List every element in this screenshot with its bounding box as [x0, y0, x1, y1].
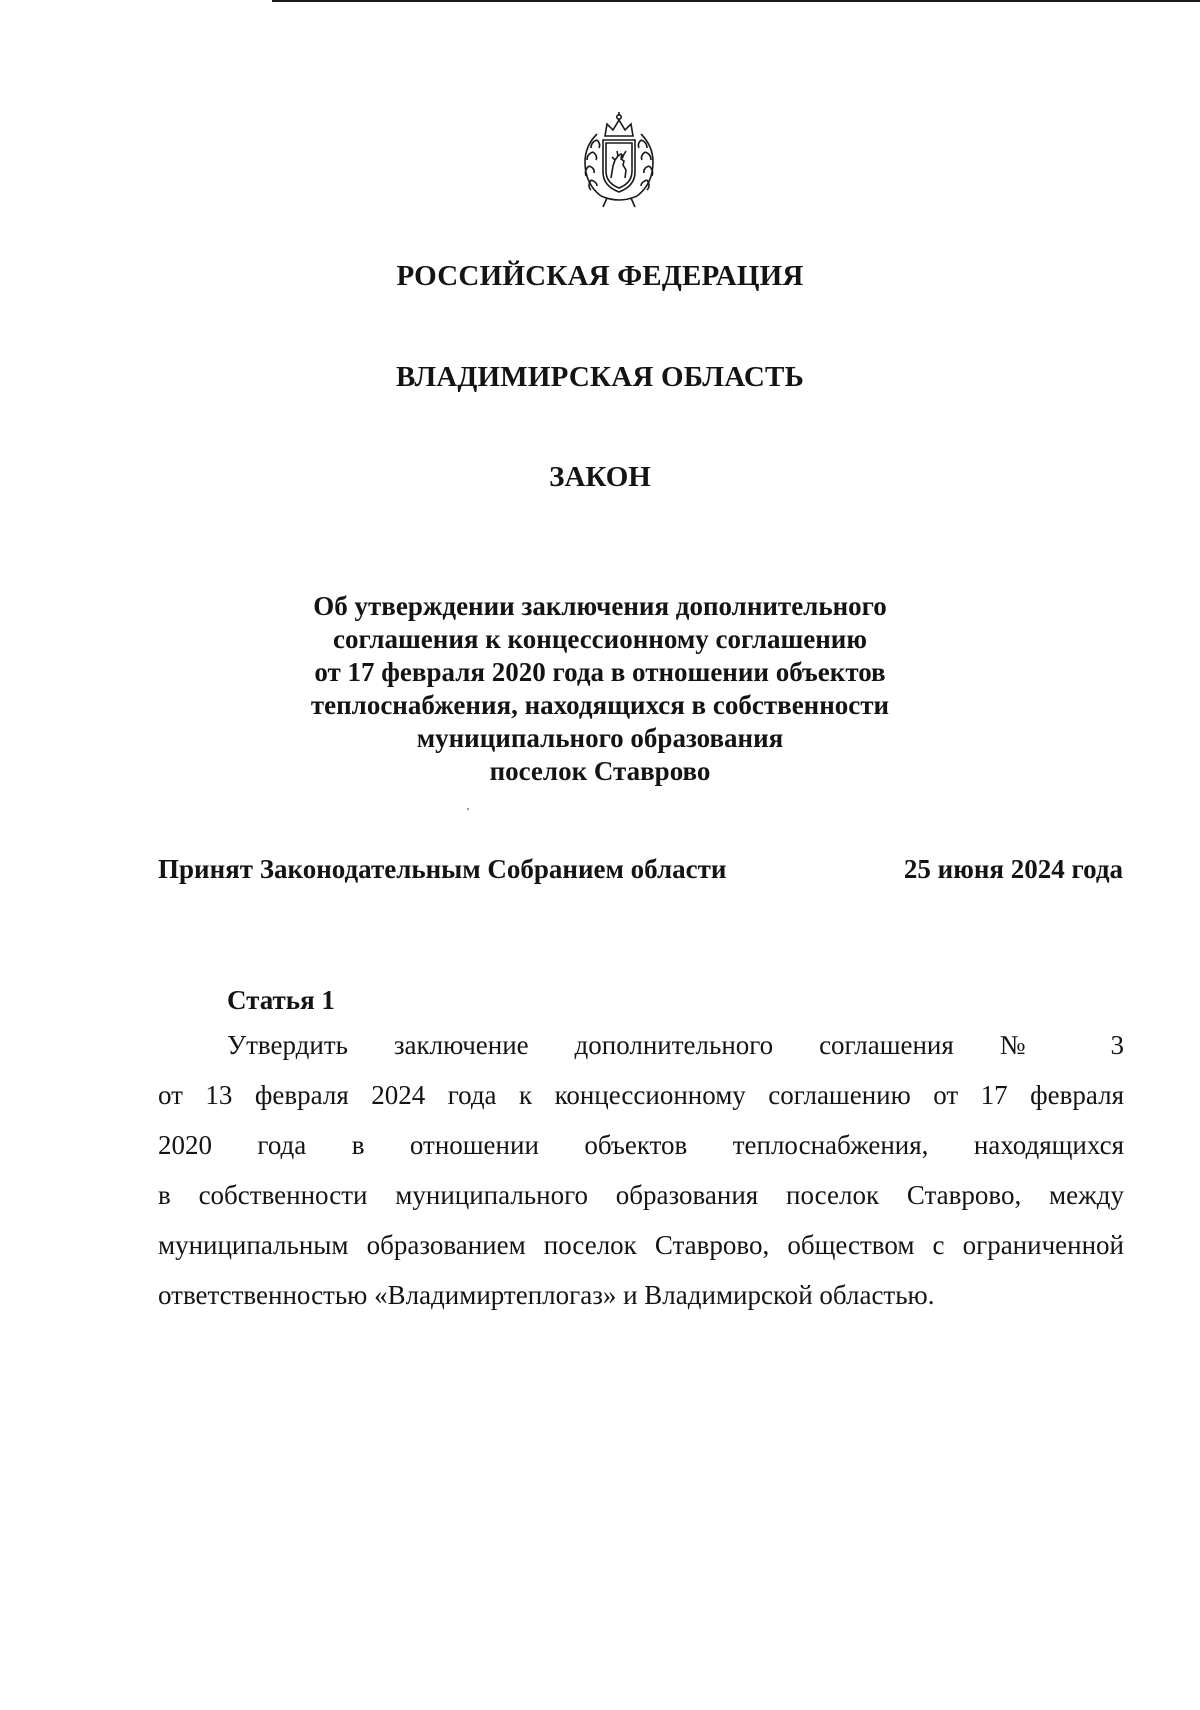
article-line: ответственностью «Владимиртеплогаз» и Владимирской областью. [158, 1280, 935, 1310]
law-title-line: соглашения к концессионному соглашению [332, 624, 867, 654]
article-line: в собственности муниципального образования поселок Ставрово, между [158, 1180, 1124, 1210]
scan-edge-line [272, 0, 1200, 2]
article-heading: Статья 1 [227, 985, 335, 1015]
law-title-line: Об утверждении заключения дополнительного [313, 591, 887, 621]
region-heading: ВЛАДИМИРСКАЯ ОБЛАСТЬ [396, 361, 804, 393]
law-title-line: теплоснабжения, находящихся в собственности [310, 690, 890, 720]
country-heading: РОССИЙСКАЯ ФЕДЕРАЦИЯ [396, 260, 804, 292]
coat-of-arms-icon [571, 110, 667, 210]
article-line: 2020 года в отношении объектов теплоснабжения, находящихся [158, 1130, 1124, 1160]
document-type-heading: ЗАКОН [549, 461, 651, 493]
article-line: от 13 февраля 2024 года к концессионному соглашению от 17 февраля [158, 1080, 1124, 1110]
adoption-statement: Принят Законодательным Собранием области [158, 854, 727, 884]
law-title-line: муниципального образования [416, 723, 784, 753]
law-title [0, 590, 1200, 788]
scan-speck [467, 808, 469, 810]
article-line: Утвердить заключение дополнительного соглашения № 3 [227, 1030, 1124, 1060]
adoption-date: 25 июня 2024 года [903, 854, 1123, 884]
law-title-line: от 17 февраля 2020 года в отношении объектов [314, 657, 886, 687]
law-title-line: поселок Ставрово [489, 756, 711, 786]
article-line: муниципальным образованием поселок Ставрово, обществом с ограниченной [158, 1230, 1124, 1260]
